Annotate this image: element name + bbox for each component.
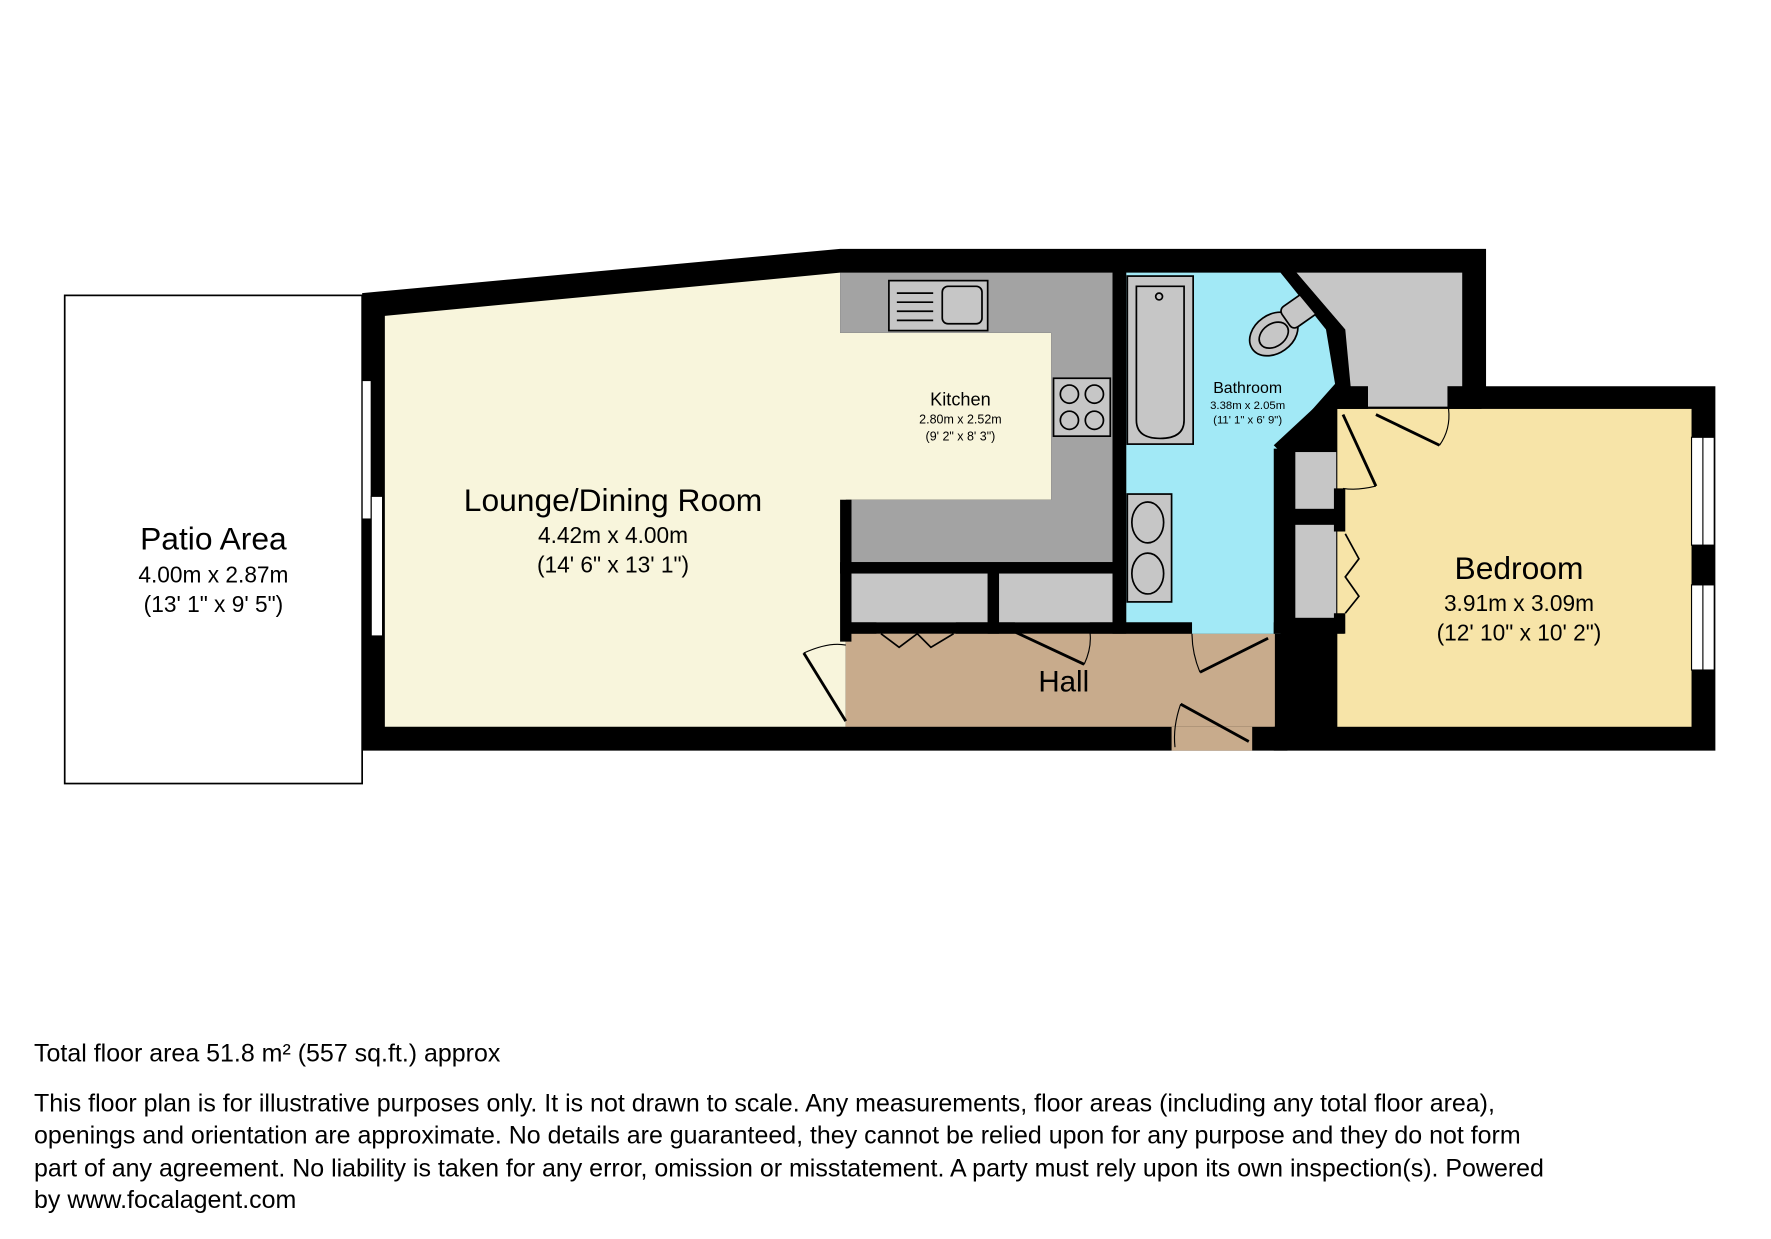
kitchen-label: Kitchen [930, 389, 991, 410]
lounge-metric: 4.42m x 4.00m [538, 521, 689, 548]
bedroom-label: Bedroom [1454, 550, 1584, 587]
bathroom-imperial: (11' 1" x 6' 9") [1213, 414, 1283, 427]
disclaimer-line: by www.focalagent.com [34, 1186, 297, 1215]
disclaimer-line: openings and orientation are approximate. No details are guaranteed, they cannot be relied upon for any purpose and they do not form [34, 1121, 1521, 1150]
kitchen-imperial: (9' 2" x 8' 3") [925, 429, 996, 444]
lounge-imperial: (14' 6" x 13' 1") [536, 551, 690, 578]
lounge-label: Lounge/Dining Room [463, 482, 763, 519]
kitchen-metric: 2.80m x 2.52m [919, 412, 1002, 427]
basin-icon [1127, 494, 1171, 602]
closet [1295, 452, 1336, 509]
disclaimer-line: part of any agreement. No liability is taken for any error, omission or misstatement. A party must rely upon its own inspection(s). Powered [34, 1154, 1544, 1183]
bathroom-label: Bathroom [1213, 380, 1283, 398]
cupboard [999, 574, 1113, 623]
disclaimer-line: This floor plan is for illustrative purposes only. It is not drawn to scale. Any measurements, floor areas (including any total floor area), [34, 1089, 1495, 1118]
closet [1295, 525, 1336, 618]
cupboard [851, 574, 987, 623]
entrance [1172, 727, 1253, 751]
bath-icon [1127, 276, 1193, 444]
bedroom-imperial: (12' 10" x 10' 2") [1436, 619, 1602, 646]
bathroom-metric: 3.38m x 2.05m [1210, 399, 1286, 412]
patio-metric: 4.00m x 2.87m [138, 561, 289, 588]
patio-imperial: (13' 1" x 9' 5") [143, 591, 284, 618]
kitchen-sink-icon [889, 281, 988, 331]
bedroom-metric: 3.91m x 3.09m [1443, 589, 1595, 616]
patio-label: Patio Area [140, 520, 287, 557]
hob-icon [1054, 378, 1111, 436]
total-floor-area: Total floor area 51.8 m² (557 sq.ft.) approx [34, 1039, 501, 1068]
hall-label: Hall [1038, 665, 1090, 699]
